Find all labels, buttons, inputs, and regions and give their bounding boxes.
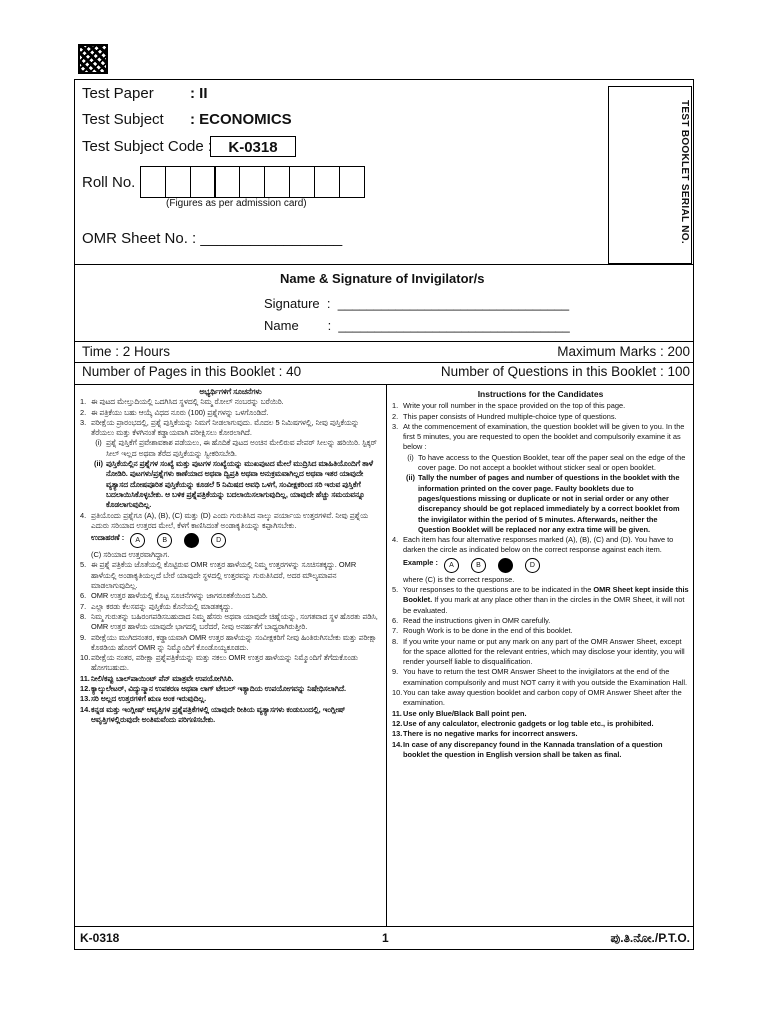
kn-item-1: ಈ ಪುಟದ ಮೇಲ್ತುದಿಯಲ್ಲಿ ಒದಗಿಸಿದ ಸ್ಥಳದಲ್ಲಿ ನಿಮ್ಮ ರೋಲ್ ನಂಬರನ್ನು ಬರೆಯಿರಿ. bbox=[91, 397, 284, 407]
en-item-11: Use only Blue/Black Ball point pen. bbox=[403, 708, 527, 718]
option-c-filled-circle: C bbox=[498, 558, 513, 573]
kn-item-7: ಎಲ್ಲಾ ಕರಡು ಕೆಲಸವನ್ನು ಪುಸ್ತಿಕೆಯ ಕೊನೆಯಲ್ಲಿ ಮಾಡತಕ್ಕದ್ದು. bbox=[91, 601, 233, 611]
kn-item-12: ಕ್ಯಾಲ್ಕುಲೇಟರ್, ವಿದ್ಯುನ್ಮಾನ ಉಪಕರಣ ಅಥವಾ ಲಾಗ್ ಟೇಬಲ್ ಇತ್ಯಾದಿಯ ಉಪಯೋಗವನ್ನು ನಿಷೇಧಿಸಲಾಗಿದೆ. bbox=[91, 684, 347, 694]
kn-item-11: ನೀಲಿ/ಕಪ್ಪು ಬಾಲ್‌ಪಾಯಿಂಟ್ ಪೆನ್ ಮಾತ್ರವೇ ಉಪಯೋಗಿಸಿರಿ. bbox=[91, 673, 234, 683]
test-subject-label: Test Subject bbox=[82, 111, 164, 128]
kn-item-8: ನಿಮ್ಮ ಗುರುತನ್ನು ಬಹಿರಂಗಪಡಿಸಬಹುದಾದ ನಿಮ್ಮ ಹೆಸರು ಅಥವಾ ಯಾವುದೇ ಚಿಹ್ನೆಯನ್ನು, ಸಂಗತವಾದ ಸ್ಥಳ ಹೊರತು ಪಡಿಸಿ, OMR ಉತ್ತರ ಹಾಳೆಯ ಯಾವುದೇ ಭಾಗದಲ್ಲಿ ಬರೆದರೆ, ನೀವು ಅನರ್ಹತೆಗೆ ಬಾಧ್ಯರಾಗಿರುತ್ತೀರಿ. bbox=[91, 611, 378, 632]
kannada-instructions: ಅಭ್ಯರ್ಥಿಗಳಿಗೆ ಸೂಚನೆಗಳು 1. ಈ ಪುಟದ ಮೇಲ್ತುದಿಯಲ್ಲಿ ಒದಗಿಸಿದ ಸ್ಥಳದಲ್ಲಿ ನಿಮ್ಮ ರೋಲ್ ನಂಬರನ್ನು ಬರೆಯಿರಿ. 2. ಈ ಪತ್ರಿಕೆಯು ಬಹು ಆಯ್ಕೆ ವಿಧದ ನೂರು (100) ಪ್ರಶ್ನೆಗಳನ್ನು ಒಳಗೊಂಡಿದೆ. 3. ಪರೀಕ್ಷೆಯ ಪ್ರಾರಂಭದಲ್ಲಿ, ಪ್ರಶ್ನೆ ಪುಸ್ತಿಕೆಯನ್ನು ನಿಮಗೆ ನೀಡಲಾಗುವುದು. ಮೊದಲ 5 ನಿಮಿಷಗಳಲ್ಲಿ, ನೀವು ಪುಸ್ತಿಕೆಯನ್ನು ತೆರೆಯಲು ಮತ್ತು ಕೆಳಗಿನಂತೆ ಕಡ್ಡಾಯವಾಗಿ ಪರೀಕ್ಷಿಸಲು ಕೋರಲಾಗಿದೆ. (i) ಪ್ರಶ್ನೆ ಪುಸ್ತಿಕೆಗೆ ಪ್ರವೇಶಾವಕಾಶ ಪಡೆಯಲು, ಈ ಹೊದಿಕೆ ಪುಟದ ಅಂಚಿನ ಮೇಲಿರುವ ಪೇಪರ್ ಸೀಲನ್ನು ಹರಿಯಿರಿ. ಸ್ಟಿಕ್ಕರ್ ಸೀಲ್ ಇಲ್ಲದ ಅಥವಾ ತೆರೆದ ಪುಸ್ತಿಕೆಯನ್ನು ಸ್ವೀಕರಿಸಬೇಡಿ. (ii) ಪುಸ್ತಿಕೆಯಲ್ಲಿನ ಪ್ರಶ್ನೆಗಳ ಸಂಖ್ಯೆ ಮತ್ತು ಪುಟಗಳ ಸಂಖ್ಯೆಯನ್ನು ಮುಖಪುಟದ ಮೇಲೆ ಮುದ್ರಿಸಿದ ಮಾಹಿತಿಯೊಂದಿಗೆ ತಾಳೆ ನೋಡಿರಿ. ಪುಟಗಳು/ಪ್ರಶ್ನೆಗಳು ಕಾಣೆಯಾದ ಅಥವಾ ದ್ವಿಪ್ರತಿ ಅಥವಾ ಅನುಕ್ರಮವಾಗಿಲ್ಲದ ಅಥವಾ ಇತರ ಯಾವುದೇ ವ್ಯತ್ಯಾಸದ ದೋಷಪೂರಿತ ಪುಸ್ತಿಕೆಯನ್ನು ಕೂಡಲೆ 5 ನಿಮಿಷದ ಅವಧಿ ಒಳಗೆ, ಸಂವೀಕ್ಷಕರಿಂದ ಸರಿ ಇರುವ ಪುಸ್ತಿಕೆಗೆ ಬದಲಾಯಿಸಿಕೊಳ್ಳಬೇಕು. ಆ ಬಳಿಕ ಪ್ರಶ್ನೆಪತ್ರಿಕೆಯನ್ನು ಬದಲಾಯಿಸಲಾಗುವುದಿಲ್ಲ, ಯಾವುದೇ ಹೆಚ್ಚು ಸಮಯವನ್ನೂ ಕೊಡಲಾಗುವುದಿಲ್ಲ. 4. ಪ್ರತಿಯೊಂದು ಪ್ರಶ್ನೆಗೂ (A), (B), (C) ಮತ್ತು (D) ಎಂದು ಗುರುತಿಸಿದ ನಾಲ್ಕು ಪರ್ಯಾಯ ಉತ್ತರಗಳಿವೆ. ನೀವು ಪ್ರಶ್ನೆಯ ಎದುರು ಸರಿಯಾದ ಉತ್ತರದ ಮೇಲೆ, ಕೆಳಗೆ ಕಾಣಿಸಿದಂತೆ ಅಂಡಾಕೃತಿಯನ್ನು ಕಪ್ಪಾಗಿಸಬೇಕು. ಉದಾಹರಣೆ : A B C D (C) ಸರಿಯಾದ ಉತ್ತರವಾಗಿದ್ದಾಗ. 5. ಈ ಪ್ರಶ್ನೆ ಪತ್ರಿಕೆಯ ಜೊತೆಯಲ್ಲಿ ಕೊಟ್ಟಿರುವ OMR ಉತ್ತರ ಹಾಳೆಯಲ್ಲಿ ನಿಮ್ಮ ಉತ್ತರಗಳನ್ನು ಸೂಚಿಸತಕ್ಕದ್ದು. OMR ಹಾಳೆಯಲ್ಲಿ ಅಂಡಾಕೃತಿಯಲ್ಲದೆ ಬೇರೆ ಯಾವುದೇ ಸ್ಥಳದಲ್ಲಿ ಉತ್ತರವನ್ನು ಗುರುತಿಸಿದರೆ, ಅದರ ಮೌಲ್ಯಮಾಪನ ಮಾಡಲಾಗುವುದಿಲ್ಲ. 6. OMR ಉತ್ತರ ಹಾಳೆಯಲ್ಲಿ ಕೊಟ್ಟ ಸೂಚನೆಗಳನ್ನು ಜಾಗರೂಕತೆಯಿಂದ ಓದಿರಿ. 7. ಎಲ್ಲಾ ಕರಡು ಕೆಲಸವನ್ನು ಪುಸ್ತಿಕೆಯ ಕೊನೆಯಲ್ಲಿ ಮಾಡತಕ್ಕದ್ದು. 8. ನಿಮ್ಮ ಗುರುತನ್ನು ಬಹಿರಂಗಪಡಿಸಬಹುದಾದ ನಿಮ್ಮ ಹೆಸರು ಅಥವಾ ಯಾವುದೇ ಚಿಹ್ನೆಯನ್ನು, ಸಂಗತವಾದ ಸ್ಥಳ ಹೊರತು ಪಡಿಸಿ, OMR ಉತ್ತರ ಹಾಳೆಯ ಯಾವುದೇ ಭಾಗದಲ್ಲಿ ಬರೆದರೆ, ನೀವು ಅನರ್ಹತೆಗೆ ಬಾಧ್ಯರಾಗಿರುತ್ತೀರಿ. 9. ಪರೀಕ್ಷೆಯು ಮುಗಿದನಂತರ, ಕಡ್ಡಾಯವಾಗಿ OMR ಉತ್ತರ ಹಾಳೆಯನ್ನು ಸಂವೀಕ್ಷಕರಿಗೆ ನೀವು ಹಿಂತಿರುಗಿಸಬೇಕು ಮತ್ತು ಪರೀಕ್ಷಾ ಕೊಠಡಿಯ ಹೊರಗೆ OMR ನ್ನು ನಿಮ್ಮೊಂದಿಗೆ ಕೊಂಡೊಯ್ಯಕೂಡದು. 10. ಪರೀಕ್ಷೆಯ ನಂತರ, ಪರೀಕ್ಷಾ ಪ್ರಶ್ನೆಪತ್ರಿಕೆಯನ್ನು ಮತ್ತು ನಕಲು OMR ಉತ್ತರ ಹಾಳೆಯನ್ನು ನಿಮ್ಮೊಂದಿಗೆ ತೆಗೆದುಕೊಂಡು ಹೋಗಬಹುದು. 11. ನೀಲಿ/ಕಪ್ಪು ಬಾಲ್‌ಪಾಯಿಂಟ್ ಪೆನ್ ಮಾತ್ರವೇ ಉಪಯೋಗಿಸಿರಿ. 12. ಕ್ಯಾಲ್ಕುಲೇಟರ್, ವಿದ್ಯುನ್ಮಾನ ಉಪಕರಣ ಅಥವಾ ಲಾಗ್ ಟೇಬಲ್ ಇತ್ಯಾದಿಯ ಉಪಯೋಗವನ್ನು ನಿಷೇಧಿಸಲಾಗಿದೆ. 13. ಸರಿ ಅಲ್ಲದ ಉತ್ತರಗಳಿಗೆ ಋಣ ಅಂಕ ಇರುವುದಿಲ್ಲ. 14. ಕನ್ನಡ ಮತ್ತು ಇಂಗ್ಲೀಷ್ ಆವೃತ್ತಿಗಳ ಪ್ರಶ್ನೆಪತ್ರಿಕೆಗಳಲ್ಲಿ ಯಾವುದೇ ರೀತಿಯ ವ್ಯತ್ಯಾಸಗಳು ಕಂಡುಬಂದಲ್ಲಿ, ಇಂಗ್ಲೀಷ್ ಆವೃತ್ತಿಗಳಲ್ಲಿರುವುದೇ ಅಂತಿಮವೆಂದು ಪರಿಗಣಿಸಬೇಕು. bbox=[80, 387, 381, 725]
roll-cell[interactable] bbox=[314, 166, 340, 198]
invigilator-name[interactable]: Name : ________________________________ bbox=[264, 318, 570, 333]
en-item-1: Write your roll number in the space provided on the top of this page. bbox=[403, 401, 626, 411]
kn-item-4: ಪ್ರತಿಯೊಂದು ಪ್ರಶ್ನೆಗೂ (A), (B), (C) ಮತ್ತು (D) ಎಂದು ಗುರುತಿಸಿದ ನಾಲ್ಕು ಪರ್ಯಾಯ ಉತ್ತರಗಳಿವೆ. ನೀವು ಪ್ರಶ್ನೆಯ ಎದುರು ಸರಿಯಾದ ಉತ್ತರದ ಮೇಲೆ, ಕೆಳಗೆ ಕಾಣಿಸಿದಂತೆ ಅಂಡಾಕೃತಿಯನ್ನು ಕಪ್ಪಾಗಿಸಬೇಕು. bbox=[91, 510, 369, 530]
en-item-13: There is no negative marks for incorrect answers. bbox=[403, 729, 578, 739]
option-d-circle: D bbox=[525, 558, 540, 573]
test-paper-value: : II bbox=[190, 85, 208, 102]
roll-cell[interactable] bbox=[165, 166, 191, 198]
kn-item-9: ಪರೀಕ್ಷೆಯು ಮುಗಿದನಂತರ, ಕಡ್ಡಾಯವಾಗಿ OMR ಉತ್ತರ ಹಾಳೆಯನ್ನು ಸಂವೀಕ್ಷಕರಿಗೆ ನೀವು ಹಿಂತಿರುಗಿಸಬೇಕು ಮತ್ತು ಪರೀಕ್ಷಾ ಕೊಠಡಿಯ ಹೊರಗೆ OMR ನ್ನು ನಿಮ್ಮೊಂದಿಗೆ ಕೊಂಡೊಯ್ಯಕೂಡದು. bbox=[91, 632, 377, 652]
roll-cell[interactable] bbox=[289, 166, 315, 198]
en-item-4: Each item has four alternative responses marked (A), (B), (C) and (D). You have to darken the circle as indicated below on the correct response against each item. bbox=[403, 535, 674, 555]
qr-code bbox=[78, 44, 108, 74]
page-number: 1 bbox=[382, 931, 389, 945]
roll-cell[interactable] bbox=[339, 166, 365, 198]
en-item-3ii: Tally the number of pages and number of questions in the booklet with the information printed on the cover page. Faulty booklets due to pages/questions missing or duplicate or not in serial order or any other discrepancy should be got replaced immediately by a correct booklet from the invigilator within the period of 5 minutes. Afterwards, neither the Question Booklet will be replaced nor any extra time will be given. bbox=[418, 473, 680, 534]
roll-note: (Figures as per admission card) bbox=[166, 198, 307, 209]
time-info: Time : 2 Hours bbox=[82, 344, 171, 359]
option-d-circle: D bbox=[211, 533, 226, 548]
kn-item-13: ಸರಿ ಅಲ್ಲದ ಉತ್ತರಗಳಿಗೆ ಋಣ ಅಂಕ ಇರುವುದಿಲ್ಲ. bbox=[91, 694, 207, 704]
en-item-2: This paper consists of Hundred multiple-choice type of questions. bbox=[403, 411, 617, 421]
roll-cell[interactable] bbox=[214, 166, 240, 198]
en-example-label: Example : bbox=[403, 557, 438, 567]
divider bbox=[74, 362, 694, 363]
en-item-3: At the commencement of examination, the question booklet will be given to you. In the first 5 minutes, you are requested to open the booklet and compulsorily examine it as below : bbox=[403, 421, 685, 452]
en-item-9: You have to return the test OMR Answer Sheet to the invigilators at the end of the examination compulsorily and must NOT carry it with you outside the Examination Hall. bbox=[403, 667, 688, 687]
invigilator-title: Name & Signature of Invigilator/s bbox=[280, 271, 485, 286]
max-marks-info: Maximum Marks : 200 bbox=[557, 344, 690, 359]
option-b-circle: B bbox=[157, 533, 172, 548]
divider bbox=[74, 384, 694, 385]
kn-item-6: OMR ಉತ್ತರ ಹಾಳೆಯಲ್ಲಿ ಕೊಟ್ಟ ಸೂಚನೆಗಳನ್ನು ಜಾಗರೂಕತೆಯಿಂದ ಓದಿರಿ. bbox=[91, 591, 268, 601]
pto-label: ಪು.ತಿ.ನೋ./P.T.O. bbox=[610, 931, 690, 945]
kn-item-3ii: ಪುಸ್ತಿಕೆಯಲ್ಲಿನ ಪ್ರಶ್ನೆಗಳ ಸಂಖ್ಯೆ ಮತ್ತು ಪುಟಗಳ ಸಂಖ್ಯೆಯನ್ನು ಮುಖಪುಟದ ಮೇಲೆ ಮುದ್ರಿಸಿದ ಮಾಹಿತಿಯೊಂದಿಗೆ ತಾಳೆ ನೋಡಿರಿ. ಪುಟಗಳು/ಪ್ರಶ್ನೆಗಳು ಕಾಣೆಯಾದ ಅಥವಾ ದ್ವಿಪ್ರತಿ ಅಥವಾ ಅನುಕ್ರಮವಾಗಿಲ್ಲದ ಅಥವಾ ಇತರ ಯಾವುದೇ ವ್ಯತ್ಯಾಸದ ದೋಷಪೂರಿತ ಪುಸ್ತಿಕೆಯನ್ನು ಕೂಡಲೆ 5 ನಿಮಿಷದ ಅವಧಿ ಒಳಗೆ, ಸಂವೀಕ್ಷಕರಿಂದ ಸರಿ ಇರುವ ಪುಸ್ತಿಕೆಗೆ ಬದಲಾಯಿಸಿಕೊಳ್ಳಬೇಕು. ಆ ಬಳಿಕ ಪ್ರಶ್ನೆಪತ್ರಿಕೆಯನ್ನು ಬದಲಾಯಿಸಲಾಗುವುದಿಲ್ಲ, ಯಾವುದೇ ಹೆಚ್ಚು ಸಮಯವನ್ನೂ ಕೊಡಲಾಗುವುದಿಲ್ಲ. bbox=[106, 459, 374, 510]
subject-code-label: Test Subject Code : bbox=[82, 138, 213, 155]
divider bbox=[74, 264, 694, 265]
kn-item-3i: ಪ್ರಶ್ನೆ ಪುಸ್ತಿಕೆಗೆ ಪ್ರವೇಶಾವಕಾಶ ಪಡೆಯಲು, ಈ ಹೊದಿಕೆ ಪುಟದ ಅಂಚಿನ ಮೇಲಿರುವ ಪೇಪರ್ ಸೀಲನ್ನು ಹರಿಯಿರಿ. ಸ್ಟಿಕ್ಕರ್ ಸೀಲ್ ಇಲ್ಲದ ಅಥವಾ ತೆರೆದ ಪುಸ್ತಿಕೆಯನ್ನು ಸ್ವೀಕರಿಸಬೇಡಿ. bbox=[106, 438, 377, 458]
roll-cell[interactable] bbox=[264, 166, 290, 198]
omr-sheet-no[interactable]: OMR Sheet No. : _________________ bbox=[82, 230, 343, 247]
kn-item-14: ಕನ್ನಡ ಮತ್ತು ಇಂಗ್ಲೀಷ್ ಆವೃತ್ತಿಗಳ ಪ್ರಶ್ನೆಪತ್ರಿಕೆಗಳಲ್ಲಿ ಯಾವುದೇ ರೀತಿಯ ವ್ಯತ್ಯಾಸಗಳು ಕಂಡುಬಂದಲ್ಲಿ, ಇಂಗ್ಲೀಷ್ ಆವೃತ್ತಿಗಳಲ್ಲಿರುವುದೇ ಅಂತಿಮವೆಂದು ಪರಿಗಣಿಸಬೇಕು. bbox=[91, 704, 346, 724]
test-subject-value: : ECONOMICS bbox=[190, 111, 292, 128]
en-item-12: Use of any calculator, electronic gadgets or log table etc., is prohibited. bbox=[403, 718, 654, 728]
footer-code: K-0318 bbox=[80, 931, 120, 945]
en-item-6: Read the instructions given in OMR carefully. bbox=[403, 615, 551, 625]
kn-item-5: ಈ ಪ್ರಶ್ನೆ ಪತ್ರಿಕೆಯ ಜೊತೆಯಲ್ಲಿ ಕೊಟ್ಟಿರುವ OMR ಉತ್ತರ ಹಾಳೆಯಲ್ಲಿ ನಿಮ್ಮ ಉತ್ತರಗಳನ್ನು ಸೂಚಿಸತಕ್ಕದ್ದು. OMR ಹಾಳೆಯಲ್ಲಿ ಅಂಡಾಕೃತಿಯಲ್ಲದೆ ಬೇರೆ ಯಾವುದೇ ಸ್ಥಳದಲ್ಲಿ ಉತ್ತರವನ್ನು ಗುರುತಿಸಿದರೆ, ಅದರ ಮೌಲ್ಯಮಾಪನ ಮಾಡಲಾಗುವುದಿಲ್ಲ. bbox=[91, 560, 357, 591]
kn-example-label: ಉದಾಹರಣೆ : bbox=[91, 533, 125, 543]
divider bbox=[74, 926, 694, 927]
en-item-14: In case of any discrepancy found in the Kannada translation of a question booklet the question in English version shall be taken as final. bbox=[403, 739, 663, 759]
roll-no-label: Roll No. bbox=[82, 174, 136, 191]
kn-item-3: ಪರೀಕ್ಷೆಯ ಪ್ರಾರಂಭದಲ್ಲಿ, ಪ್ರಶ್ನೆ ಪುಸ್ತಿಕೆಯನ್ನು ನಿಮಗೆ ನೀಡಲಾಗುವುದು. ಮೊದಲ 5 ನಿಮಿಷಗಳಲ್ಲಿ, ನೀವು ಪುಸ್ತಿಕೆಯನ್ನು ತೆರೆಯಲು ಮತ್ತು ಕೆಳಗಿನಂತೆ ಕಡ್ಡಾಯವಾಗಿ ಪರೀಕ್ಷಿಸಲು ಕೋರಲಾಗಿದೆ. bbox=[91, 417, 360, 438]
en-item-5: Your responses to the questions are to be indicated in the OMR Sheet kept inside this Booklet. If you mark at any place other than in the circles in the OMR Sheet, it will not be evaluated. bbox=[403, 585, 689, 615]
invigilator-signature[interactable]: Signature : ________________________________ bbox=[264, 296, 570, 311]
kn-item-2: ಈ ಪತ್ರಿಕೆಯು ಬಹು ಆಯ್ಕೆ ವಿಧದ ನೂರು (100) ಪ್ರಶ್ನೆಗಳನ್ನು ಒಳಗೊಂಡಿದೆ. bbox=[91, 407, 269, 417]
option-b-circle: B bbox=[471, 558, 486, 573]
roll-cell[interactable] bbox=[140, 166, 166, 198]
questions-info: Number of Questions in this Booklet : 100 bbox=[440, 364, 690, 379]
option-a-circle: A bbox=[444, 558, 459, 573]
option-a-circle: A bbox=[130, 533, 145, 548]
kannada-title: ಅಭ್ಯರ್ಥಿಗಳಿಗೆ ಸೂಚನೆಗಳು bbox=[199, 387, 262, 396]
english-instructions: Instructions for the Candidates 1. Write your roll number in the space provided on the top of this page. 2. This paper consists of Hundred multiple-choice type of questions. 3. At the commencement of examination, the question booklet will be given to you. In the first 5 minutes, you are requested to open the booklet and compulsorily examine it as below : (i) To have access to the Question Booklet, tear off the paper seal on the edge of the cover page. Do not accept a booklet without sticker seal or open booklet. (ii) Tally the number of pages and number of questions in the booklet with the information printed on the cover page. Faulty booklets due to pages/questions missing or duplicate or not in serial order or any other discrepancy should be got replaced immediately by a correct booklet from the invigilator within the period of 5 minutes. Afterwards, neither the Question Booklet will be replaced nor any extra time will be given. 4. Each item has four alternative responses marked (A), (B), (C) and (D). You have to darken the circle as indicated below on the correct response against each item. Example : A B C D where (C) is the correct response. 5. Your responses to the questions are to be indicated in the OMR Sheet kept inside this Booklet. If you mark at any place other than in the circles in the OMR Sheet, it will not be evaluated. 6. Read the instructions given in OMR carefully. 7. Rough Work is to be done in the end of this booklet. 8. If you write your name or put any mark on any part of the OMR Answer Sheet, except for the space allotted for the relevant entries, which may disclose your identity, you will render yourself liable to disqualification. 9. You have to return the test OMR Answer Sheet to the invigilators at the end of the examination compulsorily and must NOT carry it with you outside the Examination Hall. 10. You can take away question booklet and carbon copy of OMR Answer Sheet after the examination. 11. Use only Blue/Black Ball point pen. 12. Use of any calculator, electronic gadgets or log table etc., is prohibited. 13. There is no negative marks for incorrect answers. 14. In case of any discrepancy found in the Kannada translation of a question booklet the question in English version shall be taken as final. bbox=[392, 389, 689, 759]
column-divider bbox=[386, 384, 387, 926]
en-example-note: where (C) is the correct response. bbox=[403, 574, 515, 584]
en-item-8: If you write your name or put any mark on any part of the OMR Answer Sheet, except for the space allotted for the relevant entries, which may disclose your identity, you will render yourself liable to disqualification. bbox=[403, 636, 685, 667]
kn-example-note: (C) ಸರಿಯಾದ ಉತ್ತರವಾಗಿದ್ದಾಗ. bbox=[91, 550, 170, 560]
test-paper-label: Test Paper bbox=[82, 85, 154, 102]
english-title: Instructions for the Candidates bbox=[477, 389, 604, 399]
kn-item-10: ಪರೀಕ್ಷೆಯ ನಂತರ, ಪರೀಕ್ಷಾ ಪ್ರಶ್ನೆಪತ್ರಿಕೆಯನ್ನು ಮತ್ತು ನಕಲು OMR ಉತ್ತರ ಹಾಳೆಯನ್ನು ನಿಮ್ಮೊಂದಿಗೆ ತೆಗೆದುಕೊಂಡು ಹೋಗಬಹುದು. bbox=[91, 653, 358, 673]
serial-label: TEST BOOKLET SERIAL NO. bbox=[679, 100, 690, 244]
divider bbox=[74, 341, 694, 342]
pages-info: Number of Pages in this Booklet : 40 bbox=[82, 364, 302, 379]
en-item-10: You can take away question booklet and carbon copy of OMR Answer Sheet after the examination. bbox=[403, 688, 682, 708]
option-c-filled-circle: C bbox=[184, 533, 199, 548]
en-item-7: Rough Work is to be done in the end of this booklet. bbox=[403, 626, 573, 636]
roll-no-boxes[interactable] bbox=[140, 166, 363, 198]
roll-cell[interactable] bbox=[190, 166, 216, 198]
en-item-3i: To have access to the Question Booklet, tear off the paper seal on the edge of the cover page. Do not accept a booklet without sticker seal or open booklet. bbox=[418, 452, 686, 473]
roll-cell[interactable] bbox=[239, 166, 265, 198]
subject-code-box: K-0318 bbox=[210, 136, 296, 157]
